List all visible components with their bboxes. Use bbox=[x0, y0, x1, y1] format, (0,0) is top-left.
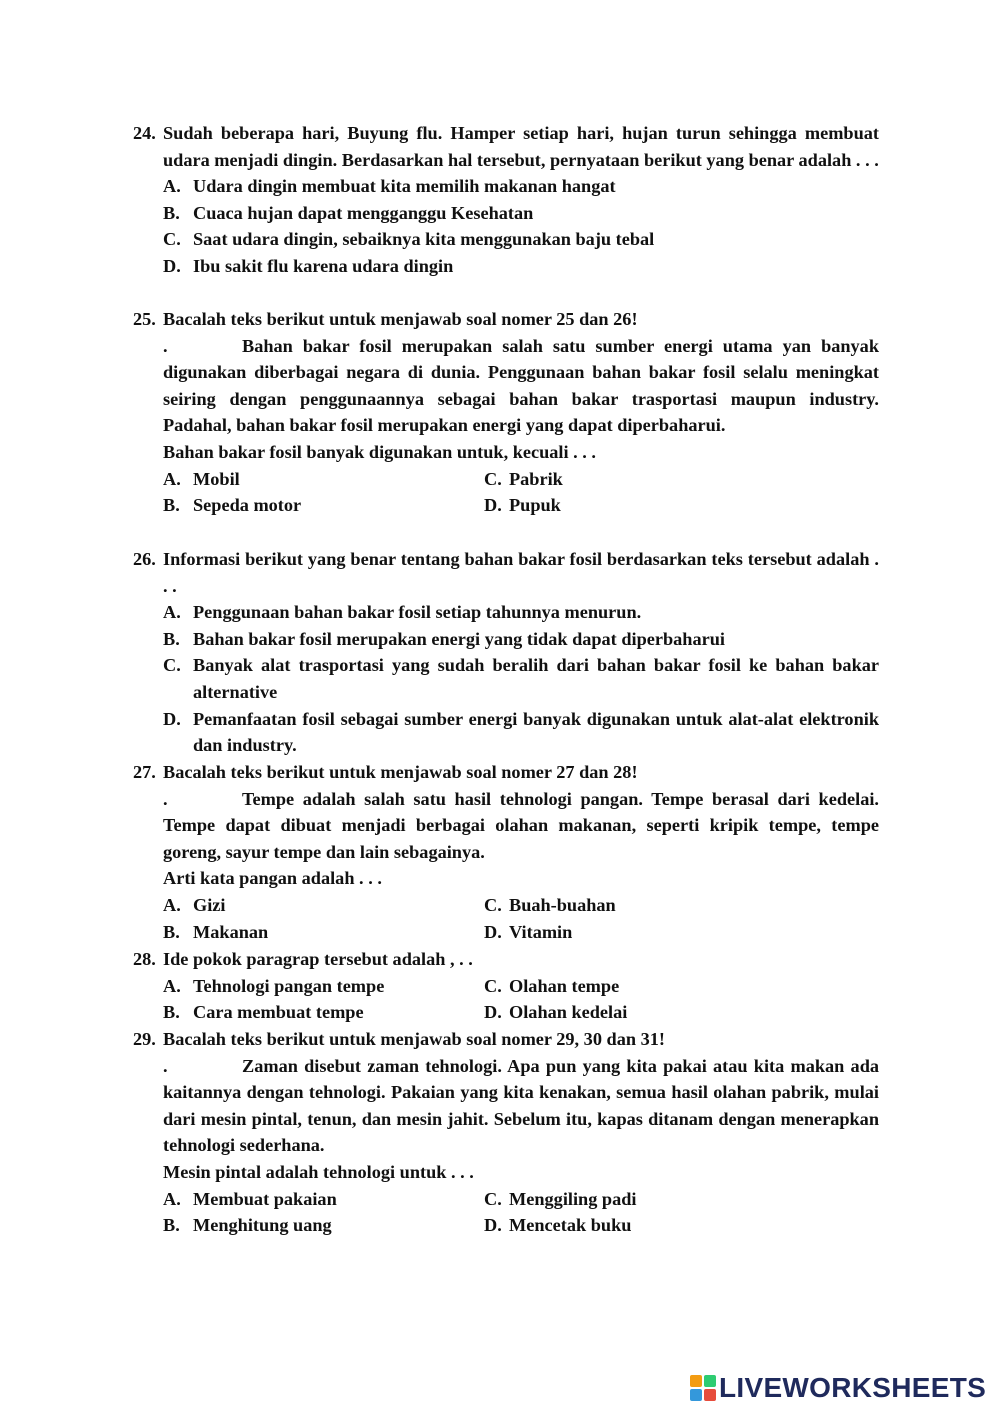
question-number: 24. bbox=[133, 123, 156, 143]
option-text: Menggiling padi bbox=[509, 1188, 637, 1209]
option-d[interactable] bbox=[484, 492, 784, 519]
question-number: 27. bbox=[133, 762, 156, 782]
question-28 bbox=[133, 946, 879, 1026]
option-letter: B. bbox=[163, 202, 180, 223]
option-c[interactable] bbox=[484, 1186, 784, 1213]
question-24 bbox=[133, 120, 879, 280]
option-letter: D. bbox=[484, 1215, 502, 1236]
option-letter: D. bbox=[163, 255, 181, 276]
option-text: Cuaca hujan dapat mengganggu Kesehatan bbox=[193, 202, 534, 223]
question-text: Sudah beberapa hari, Buyung flu. Hamper setiap hari, hujan turun sehingga membuat udara menjadi dingin. Berdasarkan hal tersebut, pernyataan berikut yang benar adalah . . . bbox=[163, 123, 879, 170]
logo-icon bbox=[690, 1375, 716, 1401]
option-c[interactable] bbox=[484, 892, 784, 919]
logo-square-icon bbox=[690, 1389, 702, 1401]
logo-square-icon bbox=[704, 1389, 716, 1401]
option-text: Mencetak buku bbox=[509, 1215, 632, 1236]
option-text: Pupuk bbox=[509, 495, 561, 516]
question-number: 25. bbox=[133, 309, 156, 329]
reading-passage bbox=[163, 1053, 879, 1159]
option-letter: B. bbox=[163, 1215, 180, 1236]
option-letter: A. bbox=[163, 975, 181, 996]
logo-square-icon bbox=[690, 1375, 702, 1387]
option-letter: D. bbox=[163, 708, 181, 729]
option-letter: B. bbox=[163, 921, 180, 942]
option-text: Penggunaan bahan bakar fosil setiap tahunnya menurun. bbox=[193, 602, 642, 623]
option-text: Membuat pakaian bbox=[193, 1188, 337, 1209]
option-text: Tehnologi pangan tempe bbox=[193, 975, 385, 996]
option-a[interactable] bbox=[163, 892, 484, 919]
question-text: Ide pokok paragrap tersebut adalah , . . bbox=[163, 949, 473, 969]
option-letter: D. bbox=[484, 1002, 502, 1023]
options-grid bbox=[163, 1186, 879, 1239]
option-letter: C. bbox=[484, 894, 502, 915]
question-number: 28. bbox=[133, 949, 156, 969]
option-letter: A. bbox=[163, 602, 181, 623]
option-text: Banyak alat trasportasi yang sudah beralih dari bahan bakar fosil ke bahan bakar alternative bbox=[193, 655, 879, 702]
question-number: 29. bbox=[133, 1029, 156, 1049]
option-text: Menghitung uang bbox=[193, 1215, 332, 1236]
option-d[interactable] bbox=[484, 919, 784, 946]
option-text: Saat udara dingin, sebaiknya kita menggunakan baju tebal bbox=[193, 229, 655, 250]
question-27 bbox=[133, 759, 879, 945]
option-text: Pemanfaatan fosil sebagai sumber energi banyak digunakan untuk alat-alat elektronik dan industry. bbox=[193, 708, 879, 756]
option-b[interactable] bbox=[163, 1212, 484, 1239]
option-b[interactable] bbox=[163, 919, 484, 946]
liveworksheets-logo[interactable] bbox=[690, 1373, 986, 1403]
option-d[interactable] bbox=[163, 253, 879, 280]
question-29 bbox=[133, 1026, 879, 1239]
option-text: Makanan bbox=[193, 921, 269, 942]
option-text: Udara dingin membuat kita memilih makanan hangat bbox=[193, 176, 616, 197]
option-a[interactable] bbox=[163, 599, 879, 626]
option-text: Ibu sakit flu karena udara dingin bbox=[193, 255, 454, 276]
option-letter: A. bbox=[163, 468, 181, 489]
option-d[interactable] bbox=[163, 706, 879, 759]
option-text: Gizi bbox=[193, 894, 226, 915]
option-letter: C. bbox=[484, 975, 502, 996]
option-letter: C. bbox=[484, 1188, 502, 1209]
options-grid bbox=[163, 466, 879, 519]
option-letter: A. bbox=[163, 176, 181, 197]
options-grid bbox=[163, 892, 879, 945]
option-d[interactable] bbox=[484, 1212, 784, 1239]
option-d[interactable] bbox=[484, 999, 784, 1026]
passage-text: Tempe adalah salah satu hasil tehnologi pangan. Tempe berasal dari kedelai. Tempe dapat dibuat menjadi berbagai olahan makanan, seperti kripik tempe, tempe goreng, sayur tempe dan lain sebagainya. bbox=[163, 788, 879, 862]
brand-name: LIVEWORKSHEETS bbox=[719, 1372, 987, 1403]
option-text: Olahan kedelai bbox=[509, 1002, 628, 1023]
passage-text: Zaman disebut zaman tehnologi. Apa pun yang kita pakai atau kita makan ada kaitannya dengan tehnologi. Pakaian yang kita kenakan, semua hasil olahan pabrik, mulai dari mesin pintal, tenun, dan mesin jahit. Sebelum itu, kapas ditanam dengan menerapkan tehnologi sederhana. bbox=[163, 1055, 879, 1156]
option-c[interactable] bbox=[484, 466, 784, 493]
option-c[interactable] bbox=[484, 973, 784, 1000]
option-b[interactable] bbox=[163, 492, 484, 519]
option-text: Mobil bbox=[193, 468, 240, 489]
option-letter: C. bbox=[163, 655, 181, 676]
sub-question-text: Arti kata pangan adalah . . . bbox=[163, 868, 382, 889]
option-a[interactable] bbox=[163, 1186, 484, 1213]
option-letter: D. bbox=[484, 495, 502, 516]
option-a[interactable] bbox=[163, 173, 879, 200]
option-letter: C. bbox=[163, 229, 181, 250]
question-text: Bacalah teks berikut untuk menjawab soal nomer 27 dan 28! bbox=[163, 762, 638, 782]
options-grid bbox=[163, 973, 879, 1026]
option-letter: B. bbox=[163, 628, 180, 649]
option-text: Olahan tempe bbox=[509, 975, 620, 996]
sub-question-text: Bahan bakar fosil banyak digunakan untuk, kecuali . . . bbox=[163, 441, 597, 462]
option-text: Sepeda motor bbox=[193, 495, 302, 516]
reading-passage bbox=[163, 333, 879, 439]
question-text: Informasi berikut yang benar tentang bahan bakar fosil berdasarkan teks tersebut adalah . . . bbox=[163, 549, 879, 596]
passage-dot: . bbox=[163, 1055, 168, 1076]
option-text: Vitamin bbox=[509, 921, 573, 942]
question-26 bbox=[133, 546, 879, 759]
option-c[interactable] bbox=[163, 652, 879, 705]
logo-square-icon bbox=[704, 1375, 716, 1387]
option-a[interactable] bbox=[163, 973, 484, 1000]
passage-text: Bahan bakar fosil merupakan salah satu sumber energi utama yan banyak digunakan diberbagai negara di dunia. Penggunaan bahan bakar fosil selalu meningkat seiring dengan penggunaannya sebagai bahan bakar trasportasi maupun industry. Padahal, bahan bakar fosil merupakan energi yang dapat diperbaharui. bbox=[163, 335, 879, 436]
passage-dot: . bbox=[163, 788, 168, 809]
question-number: 26. bbox=[133, 549, 156, 569]
option-text: Cara membuat tempe bbox=[193, 1002, 364, 1023]
option-letter: A. bbox=[163, 894, 181, 915]
question-text: Bacalah teks berikut untuk menjawab soal nomer 29, 30 dan 31! bbox=[163, 1029, 665, 1049]
option-letter: B. bbox=[163, 495, 180, 516]
option-text: Buah-buahan bbox=[509, 894, 616, 915]
option-letter: D. bbox=[484, 921, 502, 942]
reading-passage bbox=[163, 786, 879, 866]
option-letter: B. bbox=[163, 1002, 180, 1023]
option-b[interactable] bbox=[163, 200, 879, 227]
option-c[interactable] bbox=[163, 226, 879, 253]
option-b[interactable] bbox=[163, 626, 879, 653]
passage-dot: . bbox=[163, 335, 168, 356]
question-text: Bacalah teks berikut untuk menjawab soal nomer 25 dan 26! bbox=[163, 309, 638, 329]
option-text: Pabrik bbox=[509, 468, 563, 489]
option-b[interactable] bbox=[163, 999, 484, 1026]
option-text: Bahan bakar fosil merupakan energi yang tidak dapat diperbaharui bbox=[193, 628, 725, 649]
option-a[interactable] bbox=[163, 466, 484, 493]
option-letter: A. bbox=[163, 1188, 181, 1209]
question-25 bbox=[133, 306, 879, 519]
option-letter: C. bbox=[484, 468, 502, 489]
sub-question-text: Mesin pintal adalah tehnologi untuk . . . bbox=[163, 1161, 474, 1182]
